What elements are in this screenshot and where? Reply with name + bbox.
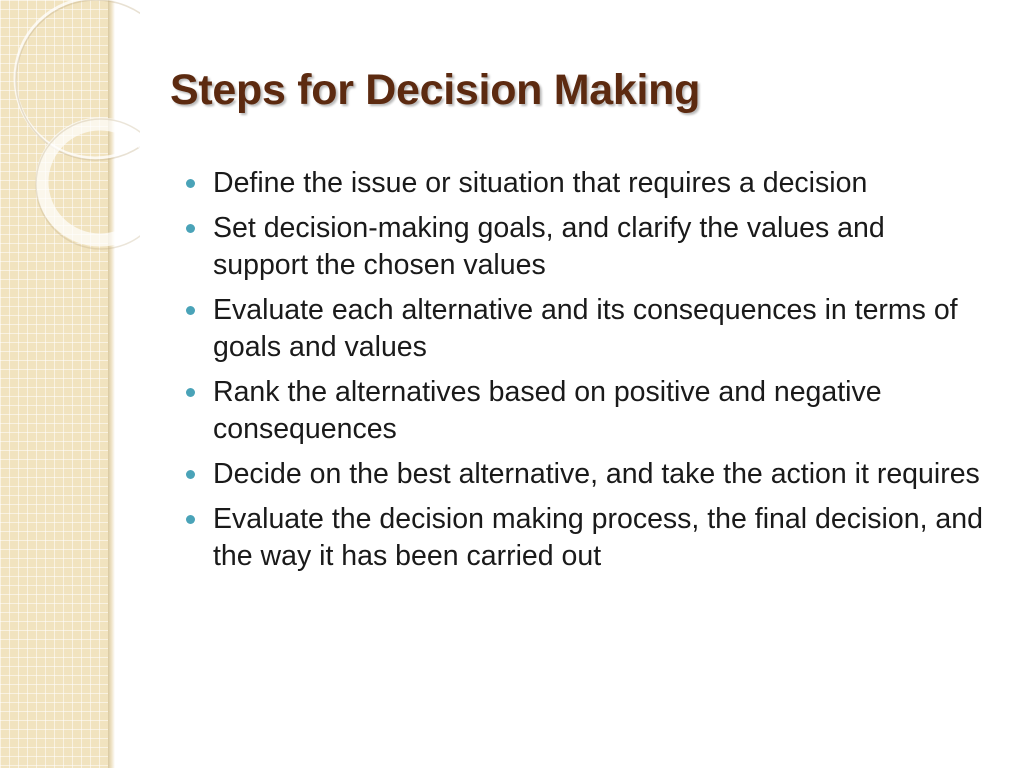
- decorative-ring-small: [42, 124, 140, 240]
- bullet-dot-icon: [186, 470, 195, 479]
- decorative-rings: [0, 0, 140, 260]
- bullet-dot-icon: [186, 179, 195, 188]
- bullet-item: [186, 456, 986, 493]
- bullet-item: [186, 210, 986, 284]
- bullet-text: Evaluate the decision making process, the final decision, and the way it has been carried out: [213, 503, 983, 572]
- bullet-dot-icon: [186, 224, 195, 233]
- bullet-text: Set decision-making goals, and clarify the values and support the chosen values: [213, 212, 885, 281]
- bullet-item: [186, 292, 986, 366]
- bullet-item: [186, 165, 986, 202]
- slide-title: Steps for Decision Making: [170, 66, 701, 114]
- bullet-text: Evaluate each alternative and its consequences in terms of goals and values: [213, 294, 958, 363]
- bullet-text: Rank the alternatives based on positive and negative consequences: [213, 376, 882, 445]
- bullet-text: Define the issue or situation that requires a decision: [213, 167, 868, 199]
- bullet-dot-icon: [186, 306, 195, 315]
- bullet-dot-icon: [186, 388, 195, 397]
- bullet-text: Decide on the best alternative, and take the action it requires: [213, 458, 980, 490]
- bullet-dot-icon: [186, 515, 195, 524]
- bullet-item: [186, 374, 986, 448]
- bullet-item: [186, 501, 986, 575]
- bullet-list: [186, 165, 986, 583]
